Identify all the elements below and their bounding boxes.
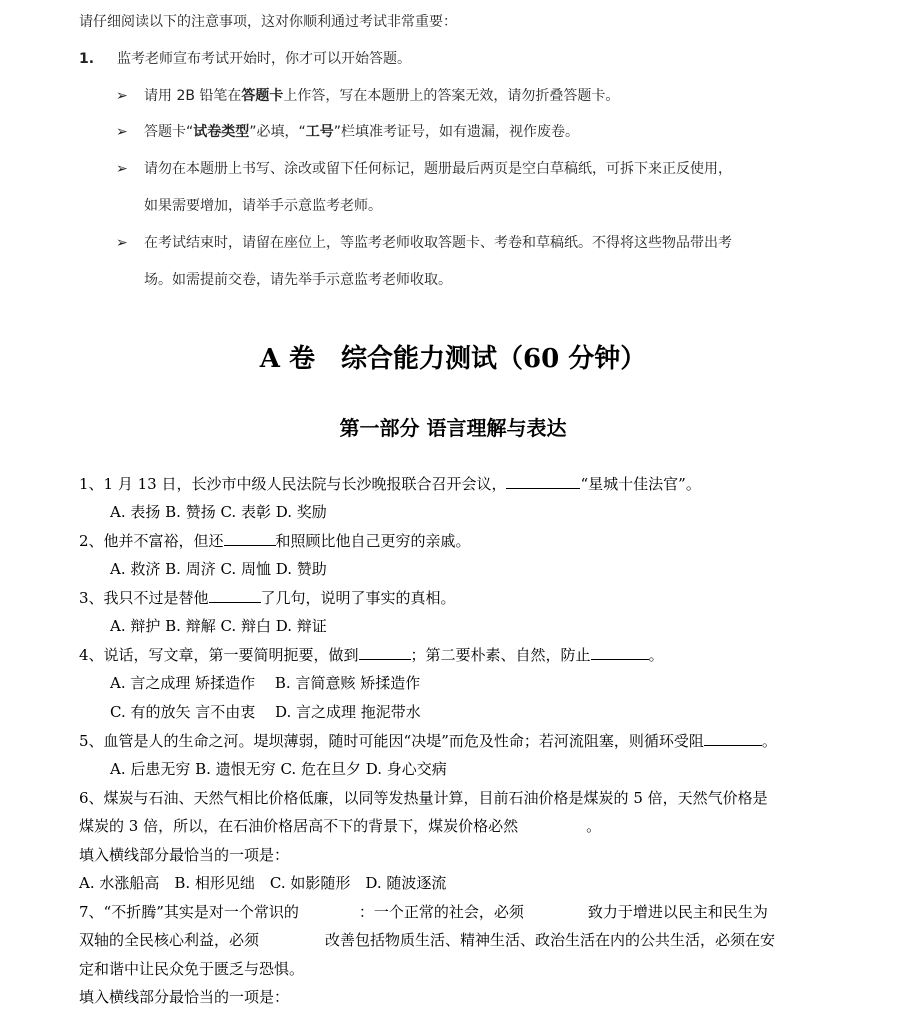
- answer-blank: [591, 645, 649, 660]
- question-2-options: A. 救济 B. 周济 C. 周恤 D. 赞助: [110, 560, 327, 578]
- bullet-arrow-icon: ➢: [116, 124, 128, 140]
- notice-bullet-3-cont: 如果需要增加，请举手示意监考老师。: [144, 198, 382, 214]
- question-5-options: A. 后患无穷 B. 遗恨无穷 C. 危在旦夕 D. 身心交病: [110, 760, 447, 778]
- question-4-options-1: A. 言之成理 矫揉造作 B. 言简意赅 矫揉造作: [110, 674, 421, 692]
- question-6-options: A. 水涨船高 B. 相形见绌 C. 如影随形 D. 随波逐流: [79, 874, 447, 892]
- notice-bullet-1: ➢ 请用 2B 铅笔在答题卡上作答，写在本题册上的答案无效，请勿折叠答题卡。: [116, 88, 620, 104]
- question-7-line-3: 定和谐中让民众免于匮乏与恐惧。: [79, 960, 305, 978]
- bullet-arrow-icon: ➢: [116, 161, 128, 177]
- question-7-line-2: 双轴的全民核心利益，必须 改善包括物质生活、精神生活、政治生活在内的公共生活，必须在安: [79, 931, 776, 949]
- question-1-options: A. 表扬 B. 赞扬 C. 表彰 D. 奖励: [110, 503, 327, 521]
- question-3: 3、我只不过是替他 了几句，说明了事实的真相。: [79, 589, 456, 607]
- question-3-options: A. 辩护 B. 辩解 C. 辩白 D. 辩证: [110, 617, 327, 635]
- bullet-arrow-icon: ➢: [116, 88, 128, 104]
- question-5: 5、血管是人的生命之河。堤坝薄弱，随时可能因“决堤”而危及性命；若河流阻塞，则循环受阻 。: [79, 732, 777, 750]
- answer-blank: [506, 474, 580, 489]
- question-6-line-1: 6、煤炭与石油、天然气相比价格低廉，以同等发热量计算，目前石油价格是煤炭的 5 倍，天然气价格是: [79, 789, 768, 807]
- section-title: 第一部分 语言理解与表达: [339, 416, 567, 440]
- notice-item-1: [79, 49, 411, 69]
- item-number: 1.: [79, 51, 95, 67]
- question-4: 4、说话，写文章，第一要简明扼要，做到 ；第二要朴素、自然，防止 。: [79, 646, 664, 664]
- notice-bullet-2: ➢ 答题卡“试卷类型”必填，“工号”栏填准考证号，如有遗漏，视作废卷。: [116, 124, 580, 140]
- answer-blank: [224, 531, 276, 546]
- notice-bullet-3: ➢ 请勿在本题册上书写、涂改或留下任何标记，题册最后两页是空白草稿纸，可拆下来正反使用，: [116, 161, 732, 177]
- answer-blank: [704, 731, 762, 746]
- notice-intro: 请仔细阅读以下的注意事项，这对你顺利通过考试非常重要：: [79, 14, 457, 30]
- question-4-options-2: C. 有的放矢 言不由衷 D. 言之成理 拖泥带水: [110, 703, 421, 721]
- item-text: 监考老师宣布考试开始时，你才可以开始答题。: [117, 51, 411, 67]
- answer-blank: [209, 588, 261, 603]
- question-7-line-1: 7、“不折腾”其实是对一个常识的 ：一个正常的社会，必须 致力于增进以民主和民生为: [79, 903, 768, 921]
- question-7-prompt: 填入横线部分最恰当的一项是：: [79, 988, 290, 1006]
- question-6-prompt: 填入横线部分最恰当的一项是：: [79, 846, 290, 864]
- notice-bullet-4: ➢ 在考试结束时，请留在座位上，等监考老师收取答题卡、考卷和草稿纸。不得将这些物品带出考: [116, 235, 732, 251]
- question-6-line-2: 煤炭的 3 倍，所以，在石油价格居高不下的背景下，煤炭价格必然 。: [79, 817, 602, 835]
- exam-title: A 卷 综合能力测试（60 分钟）: [259, 344, 647, 374]
- answer-blank: [359, 645, 411, 660]
- question-2: 2、他并不富裕，但还 和照顾比他自己更穷的亲戚。: [79, 532, 471, 550]
- question-1: 1、1 月 13 日，长沙市中级人民法院与长沙晚报联合召开会议， “星城十佳法官”。: [79, 475, 701, 493]
- bullet-arrow-icon: ➢: [116, 235, 128, 251]
- notice-bullet-4-cont: 场。如需提前交卷，请先举手示意监考老师收取。: [144, 272, 452, 288]
